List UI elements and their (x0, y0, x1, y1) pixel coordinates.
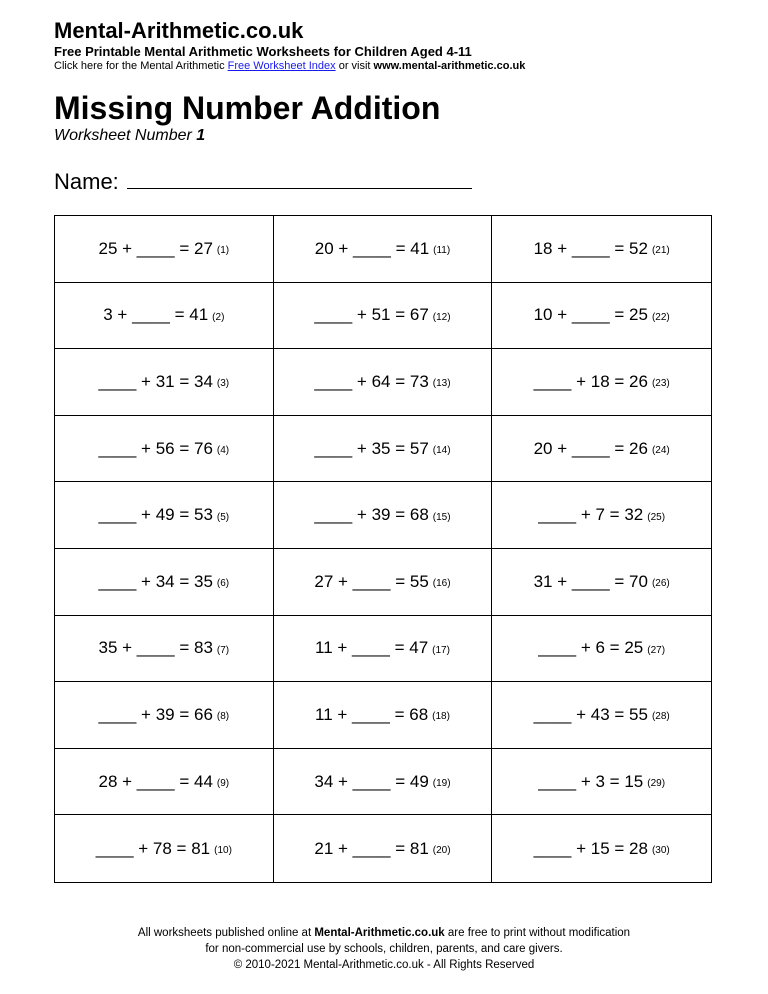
problem-number: (28) (651, 711, 670, 723)
problem-cell (274, 549, 493, 616)
problem-cell (55, 749, 274, 816)
problem-equation: ____ + 15 = 28 (533, 838, 648, 858)
problem-cell (55, 549, 274, 616)
footer-line-1-suffix: are free to print without modification (444, 927, 631, 939)
problem-number: (22) (651, 311, 670, 323)
problem-cell (55, 482, 274, 549)
problem-cell (55, 349, 274, 416)
footer (0, 925, 768, 973)
problem-number: (6) (216, 578, 230, 590)
problem-cell (492, 283, 711, 350)
problem-number: (11) (433, 245, 451, 257)
problem-cell (274, 216, 493, 283)
name-blank-line (127, 170, 472, 189)
problem-equation: ____ + 39 = 66 (98, 704, 213, 724)
problem-cell (55, 416, 274, 483)
problem-number: (30) (651, 845, 670, 857)
site-subtitle: Free Printable Mental Arithmetic Worksheets for Children Aged 4-11 (54, 44, 472, 59)
problem-cell (492, 682, 711, 749)
page-title: Missing Number Addition (54, 90, 441, 126)
problem-cell (274, 815, 493, 882)
problem-number: (26) (651, 578, 670, 590)
problem-cell (492, 416, 711, 483)
problem-equation: ____ + 6 = 25 (538, 638, 644, 658)
problem-equation: ____ + 39 = 68 (314, 505, 429, 525)
problem-number: (17) (432, 644, 450, 656)
problem-equation: 34 + ____ = 49 (314, 771, 429, 791)
problem-cell (274, 682, 493, 749)
problem-equation: 27 + ____ = 55 (314, 571, 429, 591)
problem-number: (29) (647, 778, 666, 790)
problem-number: (23) (651, 378, 670, 390)
problem-equation: 10 + ____ = 25 (533, 305, 648, 325)
problem-equation: ____ + 49 = 53 (98, 505, 213, 525)
problem-equation: 21 + ____ = 81 (314, 838, 429, 858)
problem-cell (274, 616, 493, 683)
problem-equation: 28 + ____ = 44 (98, 771, 213, 791)
problem-equation: ____ + 43 = 55 (533, 704, 648, 724)
problem-equation: 31 + ____ = 70 (533, 571, 648, 591)
info-middle: or visit (335, 60, 374, 72)
footer-line-1-prefix: All worksheets published online at (137, 927, 315, 939)
problem-cell (274, 416, 493, 483)
problem-number: (15) (432, 511, 451, 523)
problem-cell (274, 749, 493, 816)
problem-equation: ____ + 7 = 32 (538, 505, 644, 525)
footer-line-1 (0, 925, 768, 941)
info-line (54, 60, 525, 72)
problem-number: (5) (216, 511, 230, 523)
problem-equation: ____ + 78 = 81 (95, 838, 211, 858)
problem-number: (27) (647, 644, 666, 656)
problem-number: (1) (216, 245, 230, 257)
problem-equation: ____ + 35 = 57 (314, 438, 429, 458)
problem-cell (55, 216, 274, 283)
problem-number: (3) (216, 378, 230, 390)
problem-cell (492, 482, 711, 549)
worksheet-number-label: Worksheet Number (54, 127, 197, 144)
problem-number: (20) (432, 845, 451, 857)
problem-equation: 25 + ____ = 27 (98, 238, 213, 258)
problem-number: (4) (216, 445, 230, 457)
problem-number: (19) (432, 778, 451, 790)
info-prefix: Click here for the Mental Arithmetic (54, 60, 228, 72)
problem-number: (25) (647, 511, 666, 523)
problem-equation: ____ + 3 = 15 (538, 771, 644, 791)
problem-number: (21) (651, 245, 670, 257)
worksheet-number-value: 1 (196, 127, 206, 144)
problem-cell (492, 216, 711, 283)
footer-site-name: Mental-Arithmetic.co.uk (314, 927, 445, 939)
problem-number: (7) (216, 644, 230, 656)
problem-equation: ____ + 51 = 67 (314, 305, 429, 325)
site-title: Mental-Arithmetic.co.uk (54, 18, 304, 43)
problem-cell (274, 482, 493, 549)
problem-equation: ____ + 31 = 34 (98, 371, 213, 391)
problem-cell (492, 749, 711, 816)
problem-number: (10) (214, 845, 232, 857)
problem-cell (55, 616, 274, 683)
problem-cell (274, 283, 493, 350)
problem-cell (55, 283, 274, 350)
site-url: www.mental-arithmetic.co.uk (373, 60, 526, 72)
problem-number: (13) (432, 378, 451, 390)
problem-equation: 11 + ____ = 47 (315, 638, 429, 658)
name-field (54, 169, 472, 195)
problem-number: (24) (651, 445, 670, 457)
problem-number: (18) (432, 711, 450, 723)
footer-line-2: for non-commercial use by schools, children, parents, and care givers. (205, 943, 563, 955)
problem-equation: 18 + ____ = 52 (533, 238, 648, 258)
problem-equation: 20 + ____ = 26 (533, 438, 648, 458)
problem-equation: ____ + 34 = 35 (98, 571, 213, 591)
problem-cell (55, 815, 274, 882)
problem-equation: ____ + 56 = 76 (98, 438, 213, 458)
problem-number: (2) (212, 311, 225, 323)
problem-cell (492, 549, 711, 616)
problem-cell (492, 815, 711, 882)
problem-cell (55, 682, 274, 749)
name-label: Name: (54, 169, 119, 194)
worksheet-number (54, 127, 205, 145)
problem-cell (274, 349, 493, 416)
problem-number: (9) (216, 778, 230, 790)
problem-cell (492, 616, 711, 683)
footer-copyright: © 2010-2021 Mental-Arithmetic.co.uk - All Rights Reserved (233, 959, 535, 971)
problem-number: (16) (432, 578, 451, 590)
problem-grid (54, 215, 712, 883)
problem-equation: 11 + ____ = 68 (315, 704, 429, 724)
problem-equation: ____ + 18 = 26 (533, 371, 648, 391)
problem-number: (8) (216, 711, 230, 723)
worksheet-index-link[interactable]: Free Worksheet Index (227, 60, 336, 72)
problem-number: (12) (432, 311, 451, 323)
problem-equation: 35 + ____ = 83 (98, 638, 213, 658)
problem-equation: 20 + ____ = 41 (314, 238, 430, 258)
problem-equation: 3 + ____ = 41 (103, 305, 209, 325)
problem-equation: ____ + 64 = 73 (314, 371, 429, 391)
problem-cell (492, 349, 711, 416)
problem-number: (14) (432, 445, 451, 457)
